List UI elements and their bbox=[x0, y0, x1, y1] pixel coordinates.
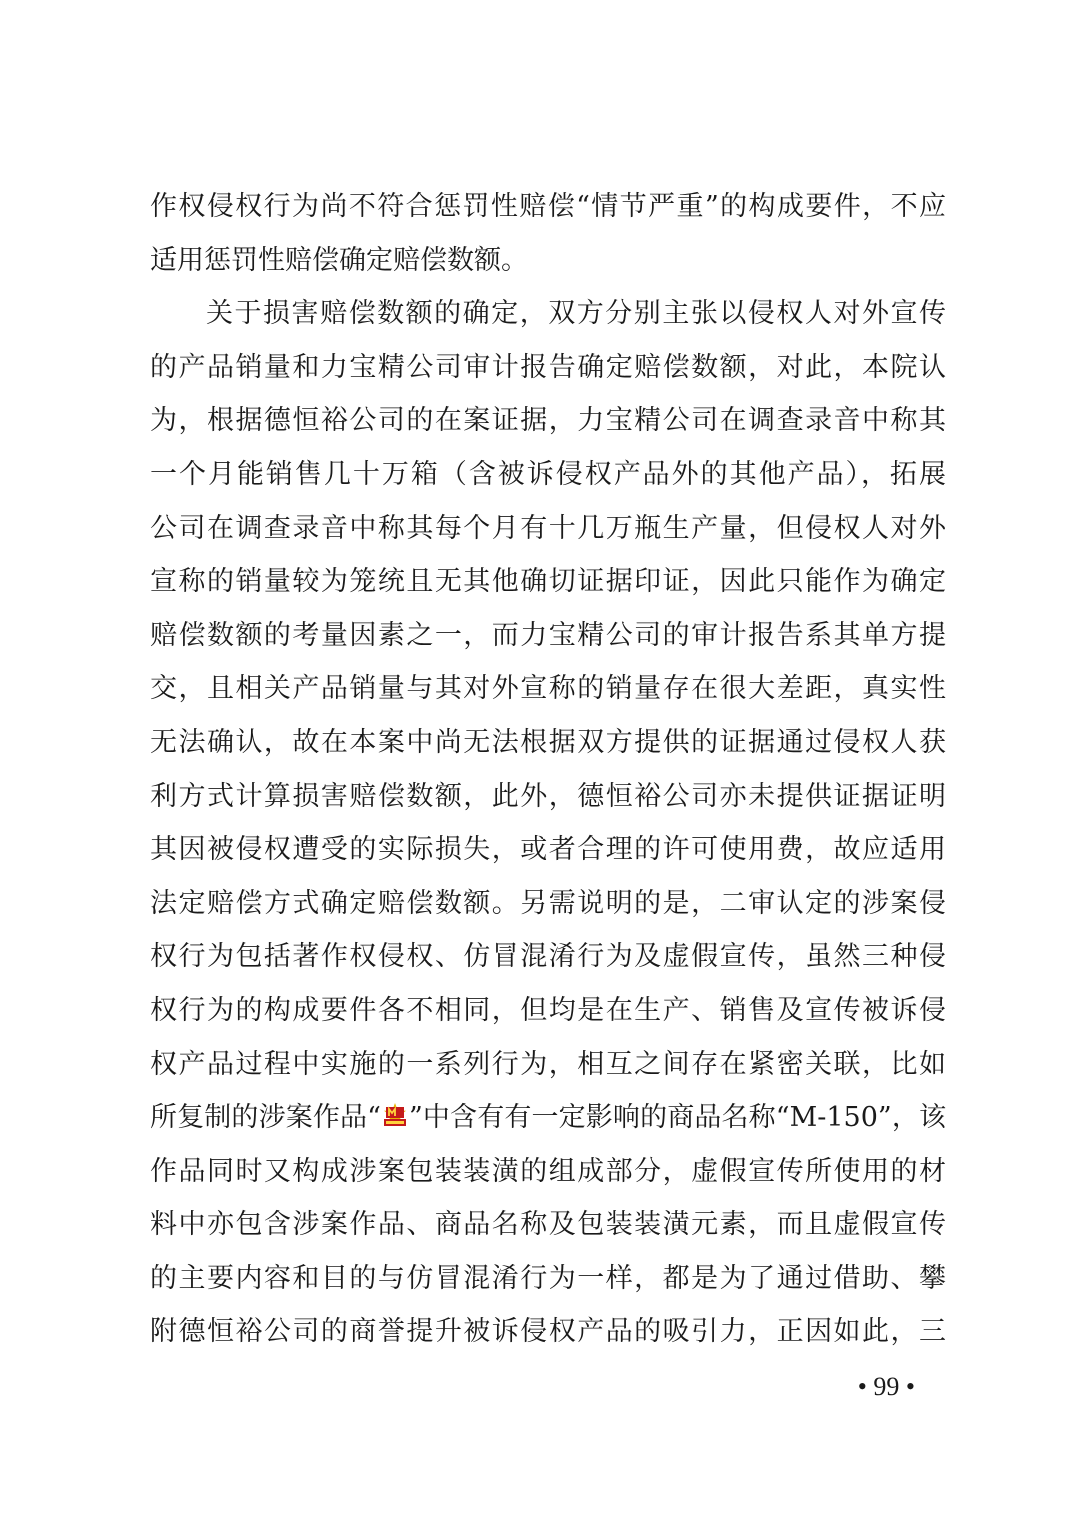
text-line: 一个月能销售几十万箱（含被诉侵权产品外的其他产品），拓展 bbox=[150, 458, 946, 490]
text-line: 的产品销量和力宝精公司审计报告确定赔偿数额，对此，本院认 bbox=[150, 351, 946, 383]
m150-logo-icon bbox=[382, 1102, 408, 1128]
body-text bbox=[150, 180, 946, 1359]
text-line-with-logo bbox=[150, 1091, 946, 1145]
text-line: 其因被侵权遭受的实际损失，或者合理的许可使用费，故应适用 bbox=[150, 834, 946, 866]
text-line: 宣称的销量较为笼统且无其他确切证据印证，因此只能作为确定 bbox=[150, 566, 946, 598]
text-line: 的主要内容和目的与仿冒混淆行为一样，都是为了通过借助、攀 bbox=[150, 1262, 946, 1294]
page-number: • 99 • bbox=[857, 1372, 915, 1401]
text-line: 作权侵权行为尚不符合惩罚性赔偿“情节严重”的构成要件，不应 bbox=[150, 191, 946, 222]
text-line: 为，根据德恒裕公司的在案证据，力宝精公司在调查录音中称其 bbox=[150, 405, 946, 437]
text-line: 作品同时又构成涉案包装装潢的组成部分，虚假宣传所使用的材 bbox=[150, 1155, 946, 1187]
text-line: 交，且相关产品销量与其对外宣称的销量存在很大差距，真实性 bbox=[150, 673, 946, 705]
text-line: 权产品过程中实施的一系列行为，相互之间存在紧密关联，比如 bbox=[150, 1048, 946, 1080]
text-line: 适用惩罚性赔偿确定赔偿数额。 bbox=[150, 244, 528, 276]
text-line: 权行为包括著作权侵权、仿冒混淆行为及虚假宣传，虽然三种侵 bbox=[150, 941, 946, 973]
text-line: 权行为的构成要件各不相同，但均是在生产、销售及宣传被诉侵 bbox=[150, 994, 946, 1026]
paragraph-start-line: 关于损害赔偿数额的确定，双方分别主张以侵权人对外宣传 bbox=[206, 298, 946, 330]
text-line: 利方式计算损害赔偿数额，此外，德恒裕公司亦未提供证据证明 bbox=[150, 780, 946, 812]
logo-line-before: 所复制的涉案作品“ bbox=[150, 1102, 381, 1134]
text-line: 赔偿数额的考量因素之一，而力宝精公司的审计报告系其单方提 bbox=[150, 619, 946, 651]
text-line: 料中亦包含涉案作品、商品名称及包装装潢元素，而且虚假宣传 bbox=[150, 1209, 946, 1241]
text-line: 法定赔偿方式确定赔偿数额。另需说明的是，二审认定的涉案侵 bbox=[150, 887, 946, 919]
logo-line-after: ”中含有有一定影响的商品名称“M-150”，该 bbox=[408, 1102, 946, 1134]
text-line: 附德恒裕公司的商誉提升被诉侵权产品的吸引力，正因如此，三 bbox=[150, 1316, 946, 1348]
text-line: 无法确认，故在本案中尚无法根据双方提供的证据通过侵权人获 bbox=[150, 726, 946, 758]
text-line: 公司在调查录音中称其每个月有十几万瓶生产量，但侵权人对外 bbox=[150, 512, 946, 544]
